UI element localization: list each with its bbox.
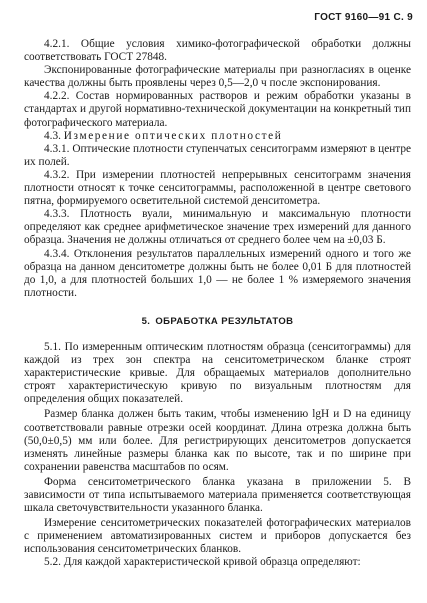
subsection-4-3-heading: [24, 130, 411, 143]
paragraph-4-2-1: 4.2.1. Общие условия химико-фотографической обработки должны соответствовать ГОСТ 27848.: [24, 38, 411, 64]
paragraph-4-3-4: 4.3.4. Отклонения результатов параллельных измерений одного и того же образца на данном денситометре должны быть не более 0,01 Б для плотностей до 1,0, а для плотностей больших 1,0 — не более 1 % измеряемого значения плотности.: [24, 247, 411, 299]
section-number: 5.: [141, 315, 151, 327]
paragraph-4-3-1: 4.3.1. Оптические плотности ступенчатых сенситограмм измеряют в центре их полей.: [24, 142, 411, 168]
section-5-heading: [24, 315, 411, 328]
paragraph-5-1-automation: Измерение сенситометрических показателей фотографических материалов с применением автоматизированных систем и приборов допускается без использования сенситометрических бланков.: [24, 517, 411, 556]
paragraph-5-1-blank-form: Форма сенситометрического бланка указана в приложении 5. В зависимости от типа испытываемого материала применяется соответствующая шкала светочувствительности указанного бланка.: [24, 475, 411, 515]
document-body: [24, 38, 411, 570]
paragraph-4-2-1-continued: Экспонированные фотографические материалы при разногласиях в оценке качества должны быть проявлены через 0,5—2,0 ч после экспонирования.: [24, 64, 411, 90]
paragraph-5-2: 5.2. Для каждой характеристической кривой образца определяют:: [44, 556, 361, 569]
paragraph-5-1: 5.1. По измеренным оптическим плотностям образца (сенситограммы) для каждой из трех зон спектра на сенситометрическом бланке строят характеристические кривые. Для обращаемых материалов дополнительно строят характеристическую кривую по визуальным плотностям для определения общих показателей.: [24, 340, 411, 406]
subsection-title: Измерение оптических плотностей: [63, 129, 283, 142]
paragraph-5-1-blank-size: Размер бланка должен быть таким, чтобы изменению lgH и D на единицу соответствовали равные отрезки осей координат. Длина отрезка должна быть (50,0±0,5) мм или более. Для регистрирующих денситометров допускается изменять линейные размеры бланка как по высоте, так и по ширине при сохранении равенства масштабов по осям.: [24, 408, 411, 473]
paragraph-4-2-2: 4.2.2. Состав нормированных растворов и режим обработки указаны в стандартах и другой нормативно-технической документации на конкретный тип фотографического материала.: [24, 90, 411, 129]
section-title: ОБРАБОТКА РЕЗУЛЬТАТОВ: [155, 315, 294, 327]
paragraph-4-3-2: 4.3.2. При измерении плотностей непрерывных сенситограмм значения плотности относят к точке сенситограммы, расположенной в центре светового пятна, формируемого осветительной системой денситометра.: [24, 168, 411, 208]
paragraph-4-3-3: 4.3.3. Плотность вуали, минимальную и максимальную плотности определяют как среднее арифметическое значение трех измерений для данного образца. Значения не должны отличаться от среднего более чем на ±0,03 Б.: [24, 208, 411, 247]
subsection-number: 4.3.: [44, 129, 61, 142]
page-header: ГОСТ 9160—91 С. 9: [314, 12, 413, 23]
